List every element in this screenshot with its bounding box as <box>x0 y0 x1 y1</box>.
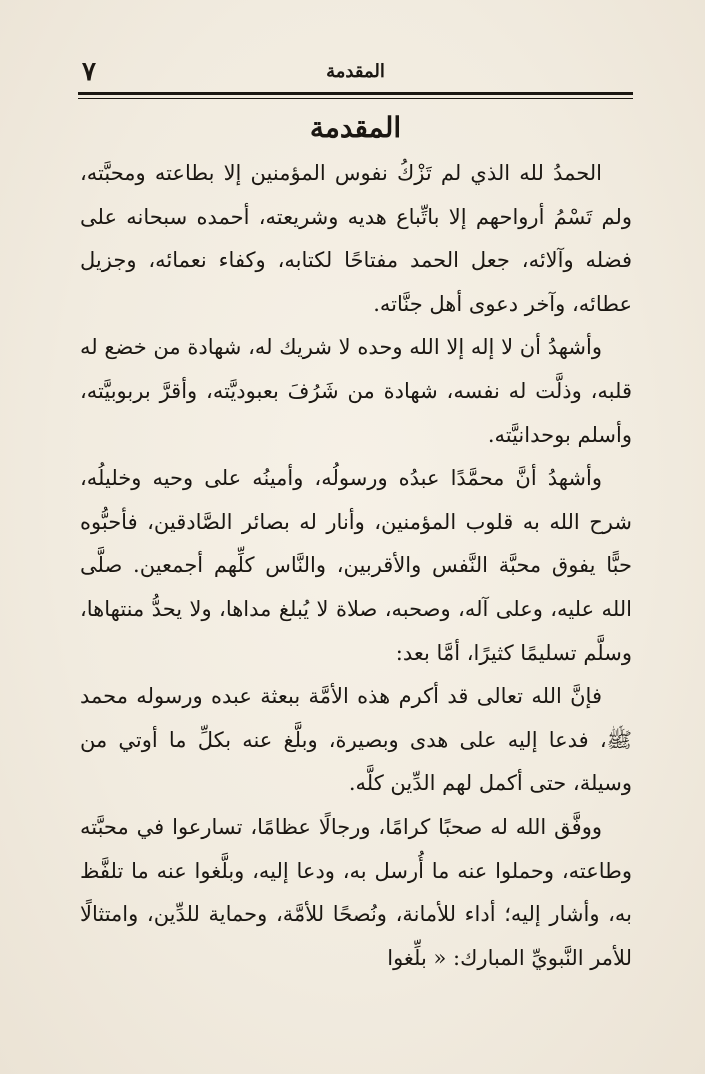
header-rule-thick <box>78 92 633 95</box>
running-title: المقدمة <box>326 61 385 82</box>
header-rule-thin <box>78 98 633 99</box>
paragraph: وأشهدُ أنَّ محمَّدًا عبدُه ورسولُه، وأمينُه على وحيه وخليلُه، شرح الله به قلوب المؤمنين، وأنار له بصائر الصَّادقين، فأحبُّوه حبًّا يفوق محبَّة النَّفس والأقربين، والنَّاس كلِّهم أجمعين. صلَّى الله عليه، وعلى آله، وصحبه، صلاة لا يُبلغ مداها، ولا يحدُّ منتهاها، وسلَّم تسليمًا كثيرًا، أمَّا بعد: <box>80 466 632 665</box>
paragraph: فإنَّ الله تعالى قد أكرم هذه الأمَّة ببعثة عبده ورسوله محمد ﷺ، فدعا إليه على هدى وبصيرة، وبلَّغ عنه بكلِّ ما أوتي من وسيلة، حتى أكمل لهم الدِّين كلَّه. <box>80 684 632 796</box>
paragraph: الحمدُ لله الذي لم تَزْكُ نفوس المؤمنين إلا بطاعته ومحبَّته، ولم تَسْمُ أرواحهم إلا باتِّباع هديه وشريعته، أحمده سبحانه على فضله وآلائه، جعل الحمد مفتاحًا لكتابه، وكفاء نعمائه، وجزيل عطائه، وآخر دعوى أهل جنَّاته. <box>80 161 632 316</box>
paragraph: وأشهدُ أن لا إله إلا الله وحده لا شريك له، شهادة من خضع له قلبه، وذلَّت له نفسه، شهادة من شَرُفَ بعبوديَّته، وأقرَّ بربوبيَّته، وأسلم بوحدانيَّته. <box>80 335 632 447</box>
paragraph: ووفَّق الله له صحبًا كرامًا، ورجالًا عظامًا، تسارعوا في محبَّته وطاعته، وحملوا عنه ما أُرسل به، ودعا إليه، وبلَّغوا عنه ما تلفَّظ به، وأشار إليه؛ أداء للأمانة، ونُصحًا للأمَّة، وحماية للدِّين، وامتثالًا للأمر النَّبويِّ المبارك: « بلِّغوا <box>80 814 632 970</box>
section-heading: المقدمة <box>309 111 402 144</box>
page-header <box>78 52 633 92</box>
body-text <box>80 152 632 980</box>
page-number: ٧ <box>82 57 96 87</box>
